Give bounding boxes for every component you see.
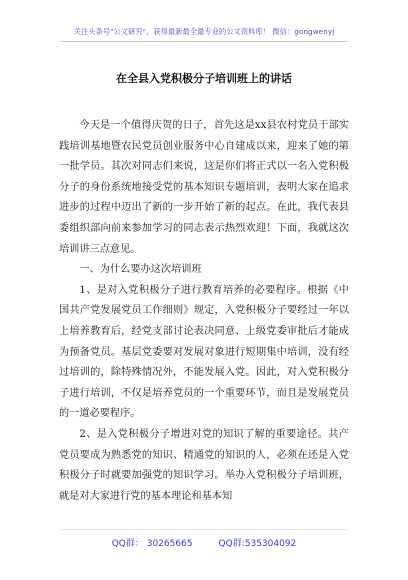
footer-qq-group-2: QQ群:535304092: [218, 539, 297, 549]
paragraph-point-1: 1、是对入党积极分子进行教育培养的必要程序。根据《中国共产党发展党员工作细则》规定，入党积极分子要经过一年以上培养教育后，经党支部讨论表决同意、上级党委审批后才能成为预备党员。基层党委要对发展对象进行短期集中培训，没有经过培训的，除特殊情况外，不能发展入党。因此，对入党积极分子进行培训，不仅是培养党员的一个重要环节，而且是发展党员的一道必要程序。: [59, 284, 349, 420]
section-heading-1: 一、为什么要办这次培训班: [79, 264, 202, 276]
document-title: 在全县入党积极分子培训班上的讲话: [116, 72, 292, 85]
footer-qq-group-1: QQ群： 30265665: [111, 539, 193, 549]
footer-contact: [0, 536, 408, 549]
paragraph-intro: 今天是一个值得庆贺的日子，首先这是xx县农村党员干部实践培训基地暨农民党员创业服务中心自建成以来，迎来了她的第一批学员。其次对同志们来说，这是你们将正式以一名入党积极分子的身份系统地接受党的基本知识专题培训，表明大家在追求进步的过程中迈出了新的一步开始了新的起点。在此，我代表县委组织部向前来参加学习的同志表示热烈欢迎！下面，我就这次培训讲三点意见。: [59, 120, 349, 255]
footer-divider: [60, 529, 348, 530]
document-body: [59, 116, 349, 507]
header-divider: [60, 41, 348, 42]
header-banner: 关注头条号"公文研究"，获得最新最全最专业的公文资料库！ 微信：gongwenyj: [73, 27, 335, 36]
paragraph-point-2: 2、是入党积极分子增进对党的知识了解的重要途径。共产党员要成为熟悉党的知识、精通党的知识的人，必须在还是入党积极分子时就要加强党的知识学习。举办入党积极分子培训班，就是对大家进行党的基本理论和基本知: [59, 428, 349, 502]
